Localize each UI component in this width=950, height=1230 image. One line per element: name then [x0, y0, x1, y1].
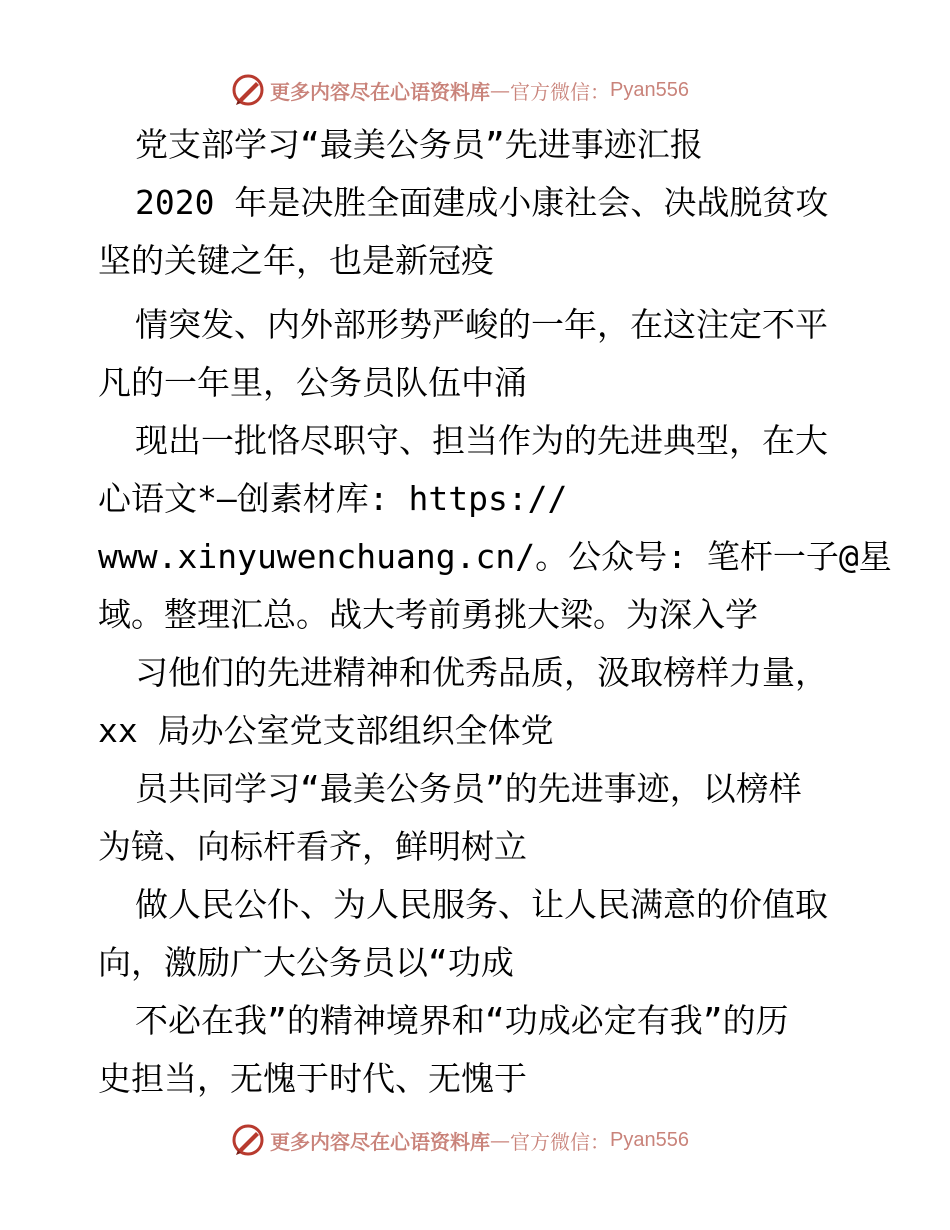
banner-wechat-label: 官方微信：	[510, 1129, 610, 1154]
footer-banner	[230, 1120, 689, 1160]
pen-logo-icon	[230, 1122, 266, 1158]
header-banner	[230, 70, 689, 110]
text-line: 员共同学习“最美公务员”的先进事迹，以榜样	[135, 769, 802, 808]
text-line: 2020 年是决胜全面建成小康社会、决战脱贫攻	[135, 183, 829, 222]
text-line: 做人民公仆、为人民服务、让人民满意的价值取	[135, 885, 828, 924]
banner-wechat-id: Pyan556	[610, 1128, 689, 1151]
text-line: 不必在我”的精神境界和“功成必定有我”的历	[135, 1001, 789, 1040]
banner-separator: —	[490, 1128, 510, 1152]
text-line: 凡的一年里，公务员队伍中涌	[98, 363, 527, 402]
banner-wechat-label: 官方微信：	[510, 79, 610, 104]
banner-main-text: 更多内容尽在心语资料库	[270, 1129, 490, 1154]
text-line: 为镜、向标杆看齐，鲜明树立	[98, 827, 527, 866]
banner-main-text: 更多内容尽在心语资料库	[270, 79, 490, 104]
text-line: 域。整理汇总。战大考前勇挑大梁。为深入学	[98, 595, 758, 634]
text-line: 现出一批恪尽职守、担当作为的先进典型，在大	[135, 421, 828, 460]
banner-separator: —	[490, 78, 510, 102]
document-title: 党支部学习“最美公务员”先进事迹汇报	[135, 125, 703, 164]
text-line: 心语文*—创素材库: https://	[98, 479, 568, 518]
text-line: 史担当，无愧于时代、无愧于	[98, 1059, 527, 1098]
text-line: www.xinyuwenchuang.cn/。公众号: 笔杆一子@星	[98, 537, 892, 576]
text-line: 情突发、内外部形势严峻的一年，在这注定不平	[135, 305, 828, 344]
pen-logo-icon	[230, 72, 266, 108]
text-line: 坚的关键之年，也是新冠疫	[98, 241, 494, 280]
banner-wechat-id: Pyan556	[610, 78, 689, 101]
text-line: xx 局办公室党支部组织全体党	[98, 711, 554, 750]
text-line: 习他们的先进精神和优秀品质，汲取榜样力量，	[135, 653, 828, 692]
text-line: 向，激励广大公务员以“功成	[98, 943, 514, 982]
